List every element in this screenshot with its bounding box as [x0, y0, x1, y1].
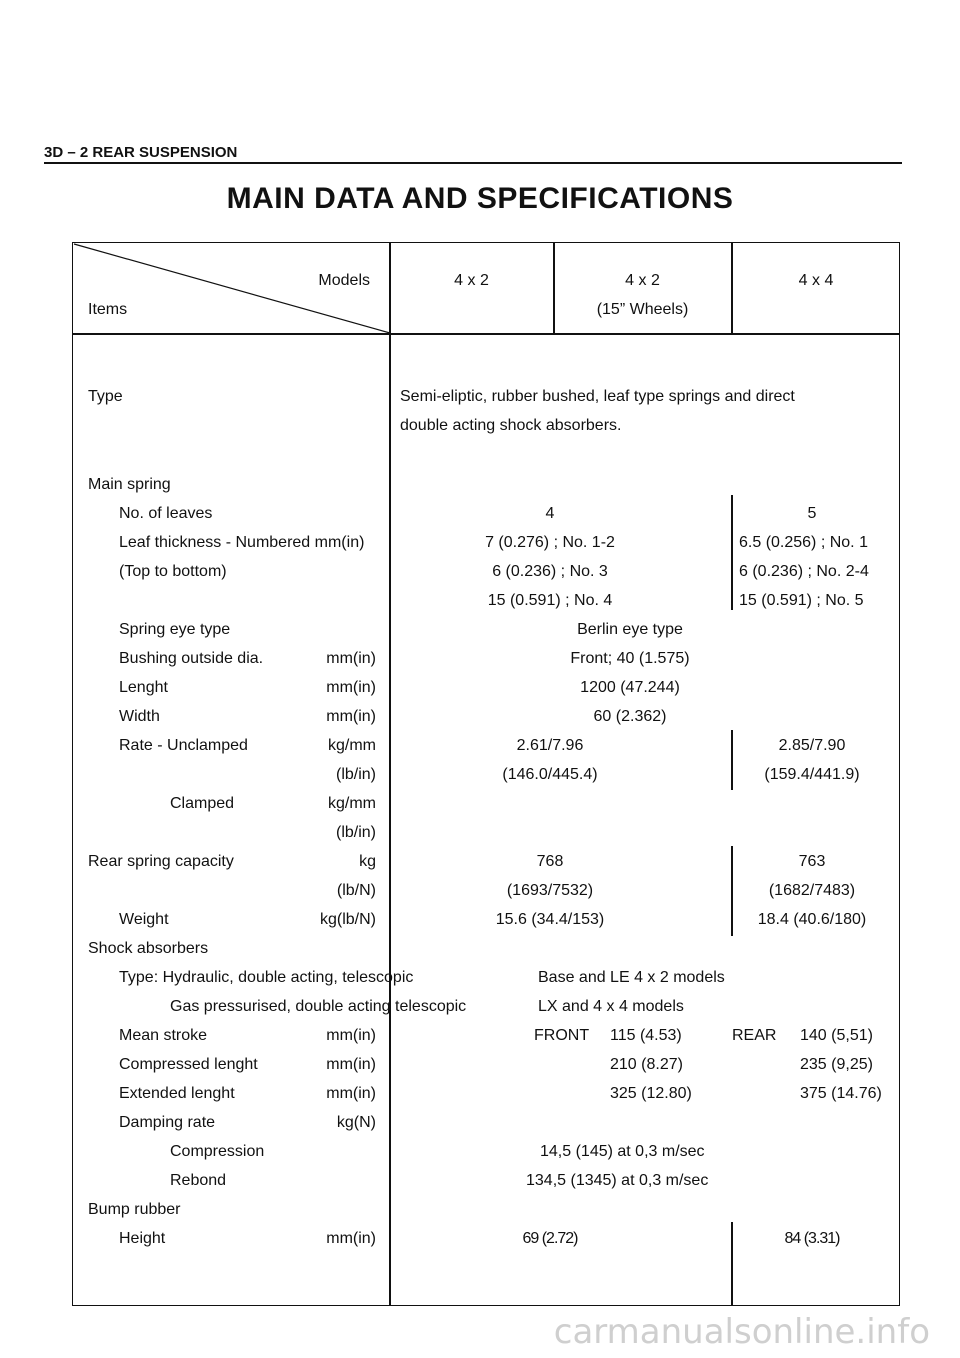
rate-4x2-kgmm: 2.61/7.96 — [516, 737, 584, 754]
bushing-value: Front; 40 (1.575) — [570, 650, 690, 667]
weight-label: Weight — [119, 911, 169, 928]
bump-height-unit: mm(in) — [326, 1230, 376, 1247]
length-value: 1200 (47.244) — [580, 679, 680, 696]
compression-label: Compression — [170, 1143, 265, 1160]
rebond-label: Rebond — [170, 1172, 227, 1189]
rate-4x4-lbin: (159.4/441.9) — [764, 766, 860, 783]
corner-models-label: Models — [318, 272, 370, 289]
leaves-label: No. of leaves — [119, 505, 213, 522]
length-label: Lenght — [119, 679, 168, 696]
length-unit: mm(in) — [326, 679, 376, 696]
bump-height-label: Height — [119, 1230, 166, 1247]
rate-label: Rate - Unclamped — [119, 737, 248, 754]
header-divider — [72, 333, 900, 335]
eye-value: Berlin eye type — [577, 621, 683, 638]
col-4x2-15-sublabel: (15” Wheels) — [596, 301, 689, 318]
rate-unit-lbin: (lb/in) — [335, 766, 376, 783]
clamped-unit-kgmm: kg/mm — [328, 795, 376, 812]
bushing-unit: mm(in) — [326, 650, 376, 667]
leaves-4x2: 4 — [545, 505, 555, 522]
mean-stroke-front: 115 (4.53) — [610, 1027, 682, 1044]
capacity-unit-kg: kg — [359, 853, 376, 870]
shock-models-line1: Base and LE 4 x 2 models — [538, 969, 725, 986]
weight-unit: kg(lb/N) — [319, 911, 376, 928]
section-header: 3D – 2 REAR SUSPENSION — [44, 144, 238, 161]
rear-label: REAR — [732, 1027, 777, 1044]
eye-label: Spring eye type — [119, 621, 231, 638]
capacity-4x2-lbn: (1693/7532) — [506, 882, 594, 899]
rate-4x4-kgmm: 2.85/7.90 — [778, 737, 846, 754]
shock-label: Shock absorbers — [88, 940, 209, 957]
compressed-unit: mm(in) — [326, 1056, 376, 1073]
capacity-unit-lbn: (lb/N) — [336, 882, 376, 899]
shock-models-line2: LX and 4 x 4 models — [538, 998, 684, 1015]
bump-height-4x4: 84 (3.31) — [784, 1230, 840, 1247]
compressed-rear: 235 (9,25) — [800, 1056, 873, 1073]
width-unit: mm(in) — [326, 708, 376, 725]
thickness-4x4-row3: 15 (0.591) ; No. 5 — [739, 592, 864, 609]
thickness-4x2-row3: 15 (0.591) ; No. 4 — [487, 592, 613, 609]
bushing-label: Bushing outside dia. — [119, 650, 264, 667]
items-divider — [389, 242, 391, 1306]
capacity-4x4-kg: 763 — [798, 853, 826, 870]
front-label: FRONT — [534, 1027, 590, 1044]
width-label: Width — [119, 708, 160, 725]
extended-rear: 375 (14.76) — [800, 1085, 882, 1102]
type-label: Type — [88, 388, 123, 405]
compression-value: 14,5 (145) at 0,3 m/sec — [540, 1143, 705, 1160]
weight-4x2: 15.6 (34.4/153) — [495, 911, 605, 928]
thickness-label: Leaf thickness - Numbered mm(in) — [119, 534, 365, 551]
extended-label: Extended lenght — [119, 1085, 235, 1102]
extended-unit: mm(in) — [326, 1085, 376, 1102]
col-4x2-label: 4 x 2 — [454, 272, 489, 289]
col-4x4-label: 4 x 4 — [798, 272, 834, 289]
damping-label: Damping rate — [119, 1114, 216, 1131]
capacity-label: Rear spring capacity — [88, 853, 234, 870]
mean-stroke-rear: 140 (5,51) — [800, 1027, 873, 1044]
leaves-4x4: 5 — [807, 505, 817, 522]
mean-stroke-unit: mm(in) — [326, 1027, 376, 1044]
shock-type-line2: Gas pressurised, double acting telescopic — [170, 998, 467, 1015]
thickness-4x2-row1: 7 (0.276) ; No. 1-2 — [485, 534, 615, 551]
header-rule — [44, 162, 902, 164]
rebond-value: 134,5 (1345) at 0,3 m/sec — [526, 1172, 709, 1189]
clamped-unit-lbin: (lb/in) — [335, 824, 376, 841]
damping-unit: kg(N) — [336, 1114, 376, 1131]
type-value-line1: Semi-eliptic, rubber bushed, leaf type springs and direct — [400, 388, 795, 405]
bump-height-4x2: 69 (2.72) — [522, 1230, 578, 1247]
clamped-label: Clamped — [170, 795, 235, 812]
shock-type-line1: Type: Hydraulic, double acting, telescopic — [119, 969, 414, 986]
bump-label: Bump rubber — [88, 1201, 181, 1218]
width-value: 60 (2.362) — [593, 708, 667, 725]
weight-4x4: 18.4 (40.6/180) — [757, 911, 867, 928]
thickness-sub: (Top to bottom) — [119, 563, 227, 580]
watermark-footer: carmanualsonline.info — [553, 1312, 930, 1352]
extended-front: 325 (12.80) — [610, 1085, 692, 1102]
capacity-4x2-kg: 768 — [536, 853, 564, 870]
mean-stroke-label: Mean stroke — [119, 1027, 208, 1044]
capacity-4x4-lbn: (1682/7483) — [768, 882, 856, 899]
type-value-line2: double acting shock absorbers. — [400, 417, 622, 434]
rate-unit-kgmm: kg/mm — [328, 737, 376, 754]
thickness-4x4-row2: 6 (0.236) ; No. 2-4 — [739, 563, 869, 580]
thickness-4x2-row2: 6 (0.236) ; No. 3 — [492, 563, 608, 580]
col-4x2-15-label: 4 x 2 — [625, 272, 660, 289]
compressed-front: 210 (8.27) — [610, 1056, 683, 1073]
rate-4x2-lbin: (146.0/445.4) — [502, 766, 598, 783]
page-title: MAIN DATA AND SPECIFICATIONS — [226, 182, 734, 215]
compressed-label: Compressed lenght — [119, 1056, 258, 1073]
main-spring-label: Main spring — [88, 476, 171, 493]
corner-items-label: Items — [88, 301, 128, 318]
thickness-4x4-row1: 6.5 (0.256) ; No. 1 — [739, 534, 868, 551]
